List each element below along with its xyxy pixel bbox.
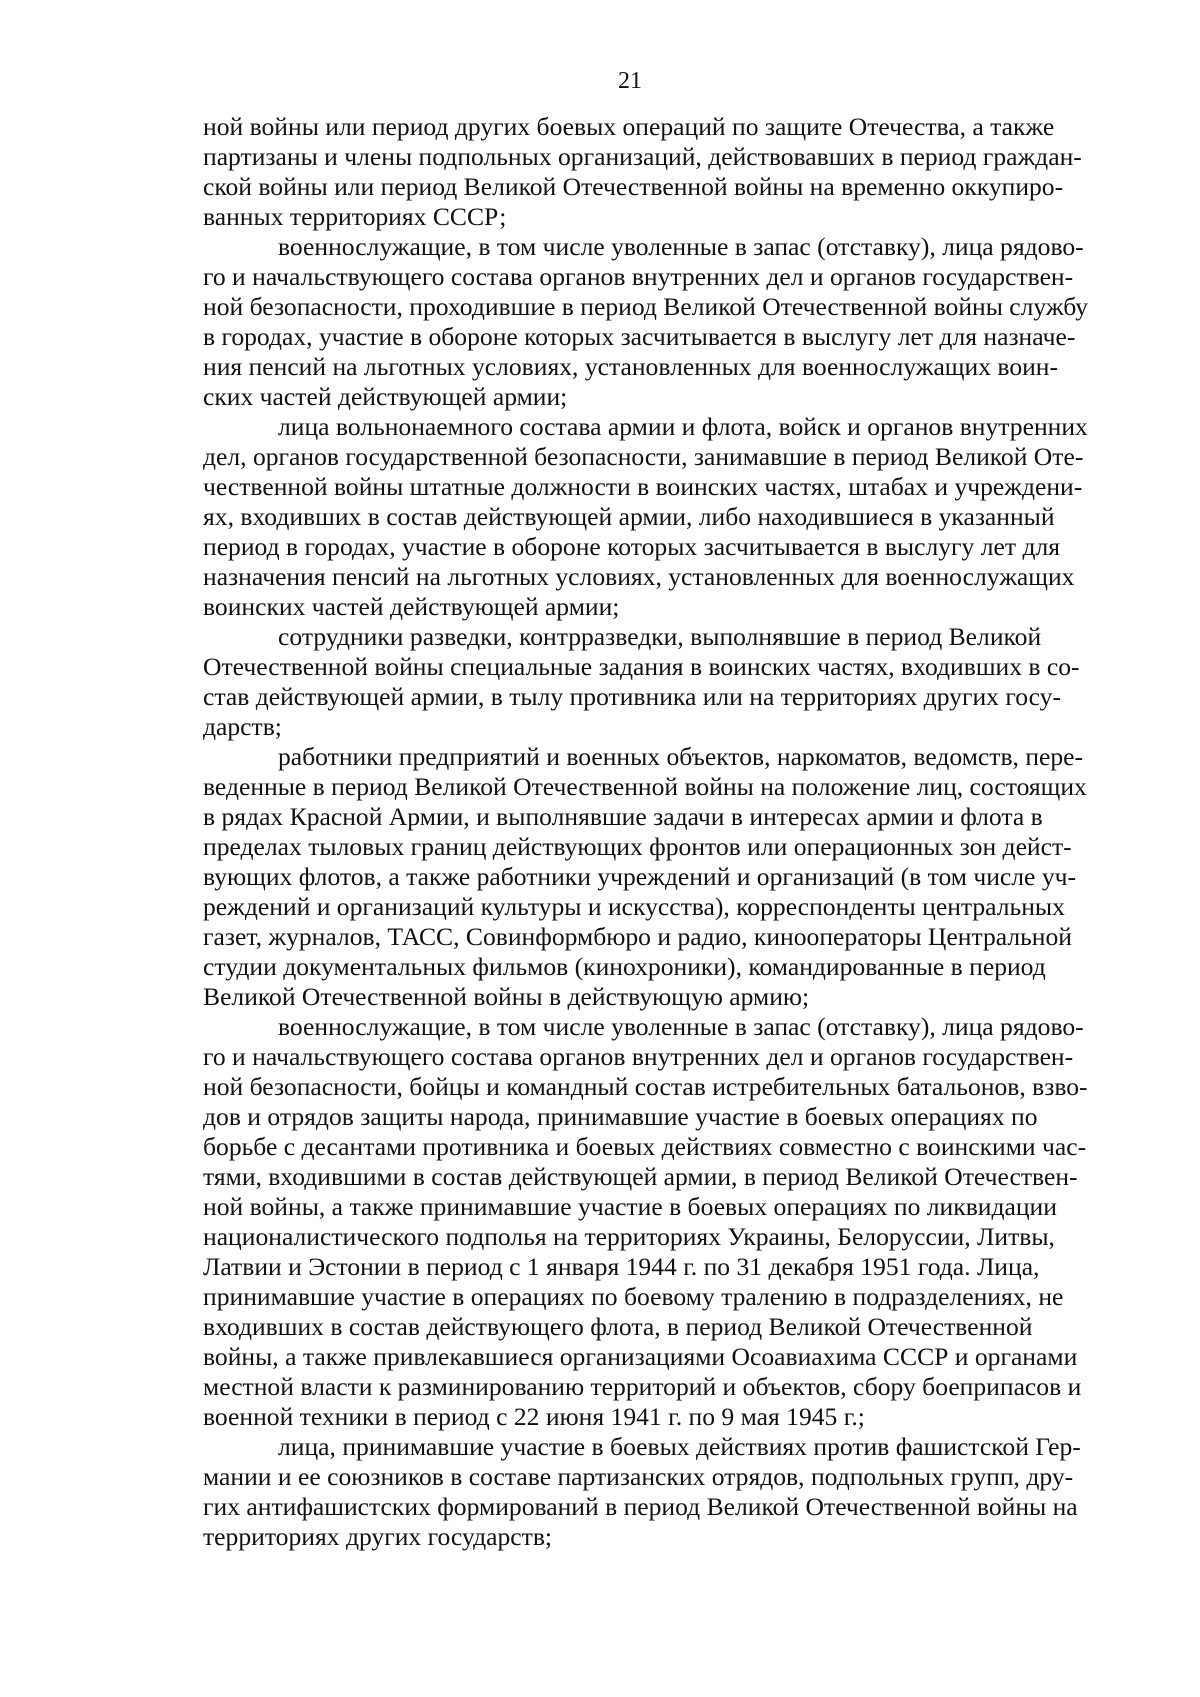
paragraph-7: лица, принимавшие участие в боевых действиях против фашистской Гер- мании и ее союзников в составе партизанских отрядов, подпольных групп, дру- гих антифашистских формирований в период Великой Отечественной войны на территориях других государств; (203, 1432, 1081, 1551)
paragraph-1: ной войны или период других боевых операций по защите Отечества, а также партизаны и члены подпольных организаций, действовавших в период граждан- ской войны или период Великой Отечественной войны на временно оккупиро- ванных территориях СССР; (203, 112, 1082, 231)
paragraph-5: работники предприятий и военных объектов, наркоматов, ведомств, пере- веденные в период Великой Отечественной войны на положение лиц, состоящих в рядах Красной Армии, и выполнявшие задачи в интересах армии и флота в пределах тыловых границ действующих фронтов или операционных зон дейст- вующих флотов, а также работники учреждений и организаций (в том числе уч- реждений и организаций культуры и искусства), корреспонденты центральных газет, журналов, ТАСС, Совинформбюро и радио, кинооператоры Центральной студии документальных фильмов (кинохроники), командированные в период Великой Отечественной войны в действующую армию; (203, 742, 1087, 1011)
paragraph-2: военнослужащие, в том числе уволенные в запас (отставку), лица рядово- го и начальствующего состава органов внутренних дел и органов государствен- ной безопасности, проходившие в период Великой Отечественной войны службу в городах, участие в обороне которых засчитывается в выслугу лет для назначе- ния пенсий на льготных условиях, установленных для военнослужащих воин- ских частей действующей армии; (203, 232, 1089, 411)
paragraph-6: военнослужащие, в том числе уволенные в запас (отставку), лица рядово- го и начальствующего состава органов внутренних дел и органов государствен- ной безопасности, бойцы и командный состав истребительных батальонов, взво- дов и отрядов защиты народа, принимавшие участие в боевых операциях по борьбе с десантами противника и боевых действиях совместно с воинскими час- тями, входившими в состав действующей армии, в период Великой Отечествен- ной войны, а также принимавшие участие в боевых операциях по ликвидации националистического подполья на территориях Украины, Белоруссии, Литвы, Латвии и Эстонии в период с 1 января 1944 г. по 31 декабря 1951 года. Лица, принимавшие участие в операциях по боевому тралению в подразделениях, не входивших в состав действующего флота, в период Великой Отечественной войны, а также привлекавшиеся организациями Осоавиахима СССР и органами местной власти к разминированию территорий и объектов, сбору боеприпасов и военной техники в период с 22 июня 1941 г. по 9 мая 1945 г.; (203, 1012, 1088, 1431)
page-number: 21 (618, 68, 642, 94)
document-body (203, 112, 1121, 1552)
paragraph-4: сотрудники разведки, контрразведки, выполнявшие в период Великой Отечественной войны специальные задания в воинских частях, входивших в со- став действующей армии, в тылу противника или на территориях других госу- дарств; (203, 622, 1080, 741)
paragraph-3: лица вольнонаемного состава армии и флота, войск и органов внутренних дел, органов государственной безопасности, занимавшие в период Великой Оте- чественной войны штатные должности в воинских частях, штабах и учреждени- ях, входивших в состав действующей армии, либо находившиеся в указанный период в городах, участие в обороне которых засчитывается в выслугу лет для назначения пенсий на льготных условиях, установленных для военнослужащих воинских частей действующей армии; (203, 412, 1088, 621)
